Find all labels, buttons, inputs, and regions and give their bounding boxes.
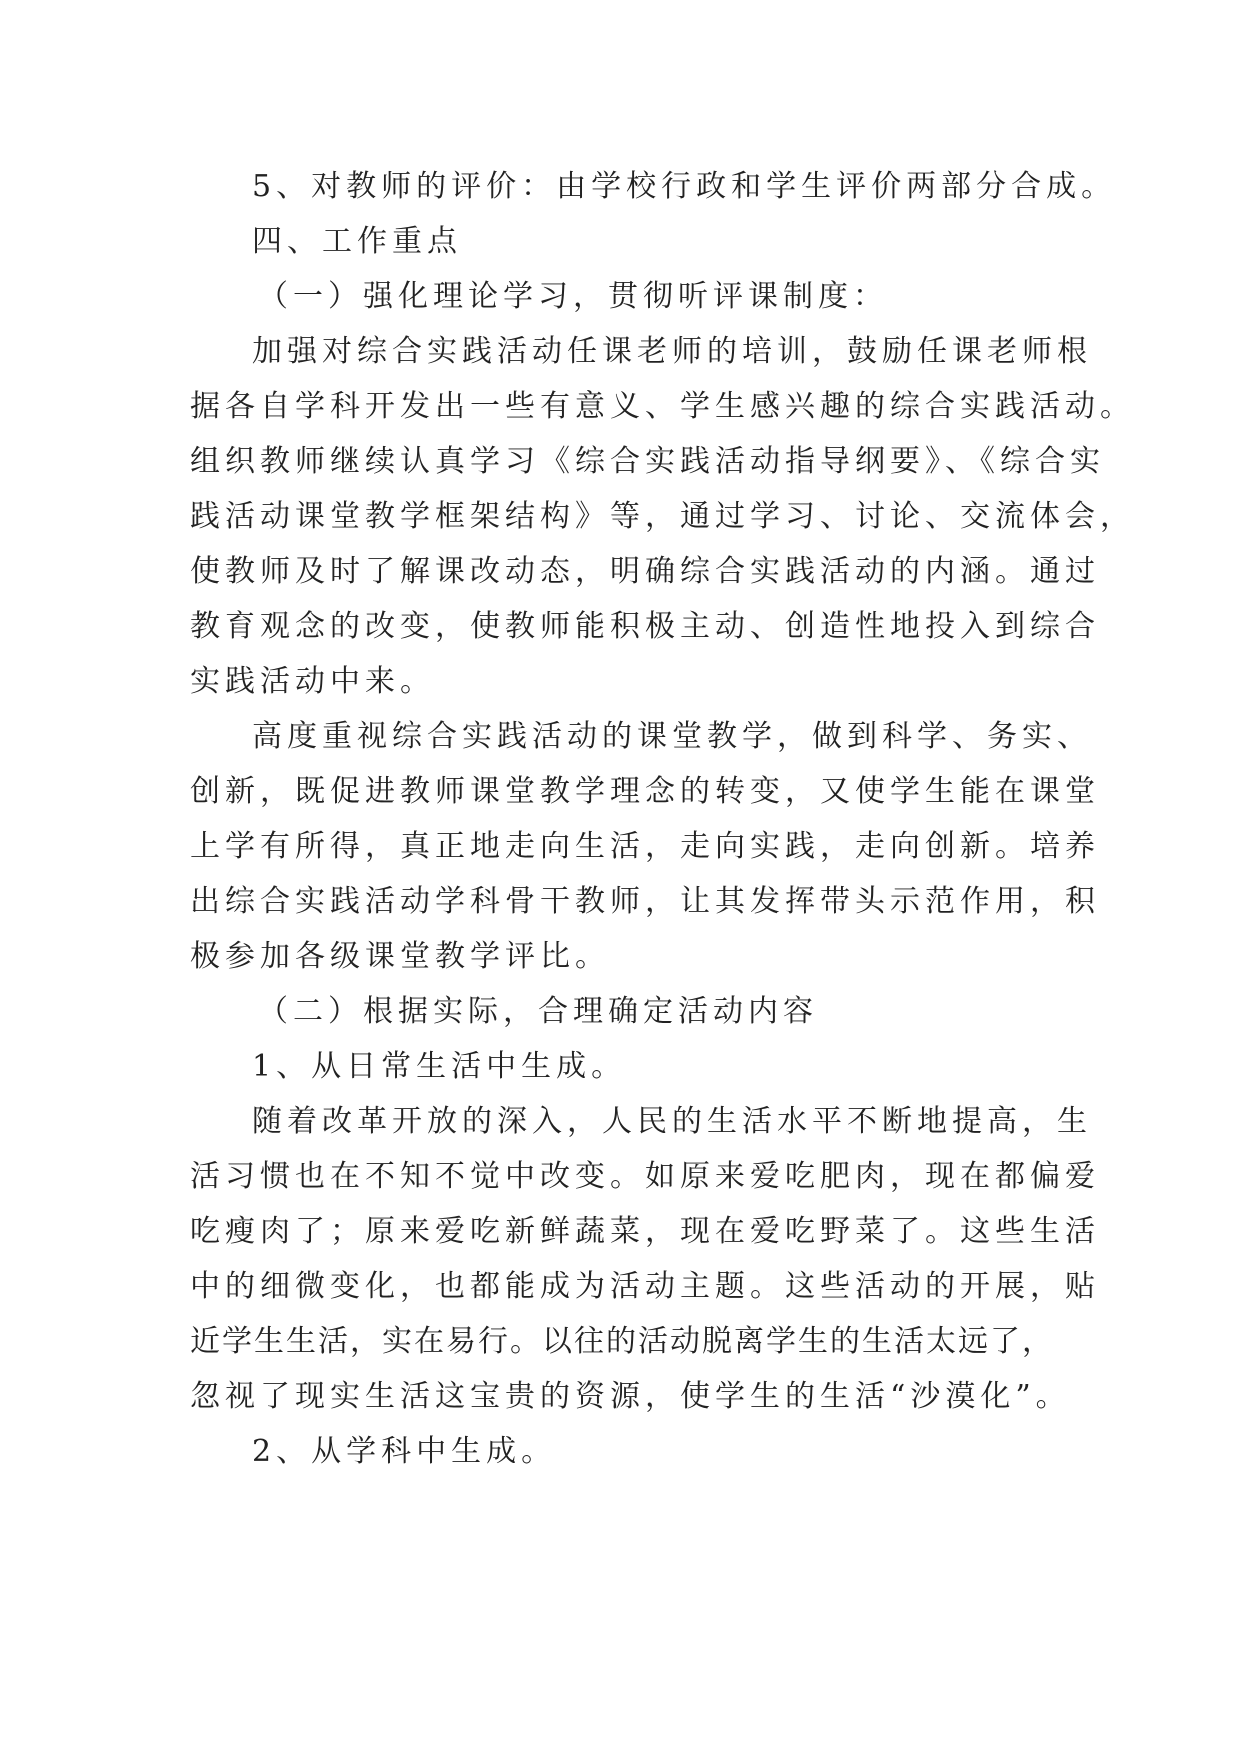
text-line: 极参加各级课堂教学评比。 — [190, 939, 610, 974]
text-line: 随着改革开放的深入，人民的生活水平不断地提高，生 — [252, 1104, 1092, 1139]
text-line: 中的细微变化，也都能成为活动主题。这些活动的开展，贴 — [190, 1269, 1100, 1304]
text-line: 实践活动中来。 — [190, 664, 435, 699]
text-line: 组织教师继续认真学习《综合实践活动指导纲要》、《综合实 — [190, 444, 1105, 479]
section-heading: 四、工作重点 — [252, 224, 462, 259]
text-line: 2、从学科中生成。 — [252, 1434, 557, 1469]
text-line: 教育观念的改变，使教师能积极主动、创造性地投入到综合 — [190, 609, 1100, 644]
text-line: 创新，既促进教师课堂教学理念的转变，又使学生能在课堂 — [190, 774, 1100, 809]
text-line: 据各自学科开发出一些有意义、学生感兴趣的综合实践活动。 — [190, 389, 1135, 424]
text-line: 活习惯也在不知不觉中改变。如原来爱吃肥肉，现在都偏爱 — [190, 1159, 1100, 1194]
text-line: 吃瘦肉了；原来爱吃新鲜蔬菜，现在爱吃野菜了。这些生活 — [190, 1214, 1100, 1249]
text-line: 践活动课堂教学框架结构》等，通过学习、讨论、交流体会， — [190, 499, 1135, 534]
text-line: 使教师及时了解课改动态，明确综合实践活动的内涵。通过 — [190, 554, 1100, 589]
text-line: 1、从日常生活中生成。 — [252, 1049, 627, 1084]
text-line: 近学生生活，实在易行。以往的活动脱离学生的生活太远了， — [190, 1324, 1054, 1359]
text-line: 5、对教师的评价：由学校行政和学生评价两部分合成。 — [252, 169, 1117, 204]
text-line: 上学有所得，真正地走向生活，走向实践，走向创新。培养 — [190, 829, 1100, 864]
text-line: 忽视了现实生活这宝贵的资源，使学生的生活“沙漠化”。 — [190, 1379, 1071, 1414]
text-line: 出综合实践活动学科骨干教师，让其发挥带头示范作用，积 — [190, 884, 1100, 919]
text-line: 高度重视综合实践活动的课堂教学，做到科学、务实、 — [252, 719, 1092, 754]
subsection-heading: （一）强化理论学习，贯彻听评课制度： — [258, 279, 888, 314]
subsection-heading: （二）根据实际，合理确定活动内容 — [258, 994, 818, 1029]
text-line: 加强对综合实践活动任课老师的培训，鼓励任课老师根 — [252, 334, 1092, 369]
